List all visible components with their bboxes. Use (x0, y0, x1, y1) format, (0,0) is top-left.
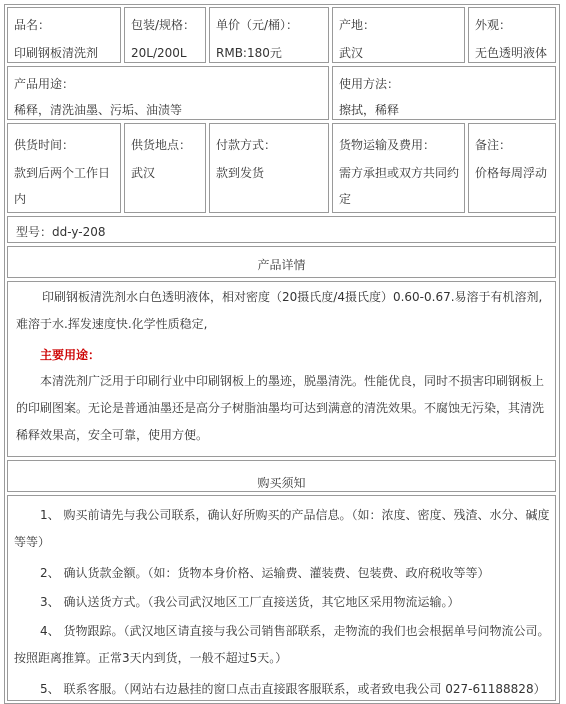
model-text: 型号：dd-y-208 (16, 225, 106, 239)
spec-label: 使用方法： (339, 77, 400, 91)
spec-value: 价格每周浮动 (475, 166, 548, 180)
spec-label: 备注： (475, 138, 512, 152)
spec-cell-package (124, 7, 206, 63)
spec-value: RMB:180元 (216, 46, 282, 60)
spec-cell-name (7, 7, 121, 63)
details-title: 产品详情 (257, 258, 306, 272)
spec-cell-remark (468, 123, 556, 213)
spec-cell-supply-place (124, 123, 206, 213)
details-header (7, 246, 556, 278)
details-paragraph: 印刷钢板清洗剂水白色透明液体，相对密度（20摄氏度/4摄氏度）0.60-0.67.易溶于有机溶剂,难溶于水.挥发速度快.化学性质稳定, (16, 290, 543, 331)
spec-value: 20L/200L (131, 46, 187, 60)
spec-value: 擦拭，稀释 (339, 103, 400, 117)
spec-cell-price (209, 7, 329, 63)
notice-item: 4、 货物跟踪。（武汉地区请直接与我公司销售部联系，走物流的我们也会根据单号问物流公司。按照距离推算。正常3天内到货，一般不超过5天。） (14, 624, 550, 665)
spec-label: 产品用途： (14, 77, 75, 91)
spec-label: 产地： (339, 18, 376, 32)
spec-label: 品名： (14, 18, 51, 32)
spec-cell-payment (209, 123, 329, 213)
model-row (7, 216, 556, 243)
spec-value: 款到后两个工作日内 (14, 166, 111, 206)
spec-label: 包装/规格： (131, 18, 196, 32)
spec-cell-supply-time (7, 123, 121, 213)
spec-value: 印刷钢板清洗剂 (14, 46, 99, 60)
notice-item: 2、 确认货款金额。（如：货物本身价格、运输费、灌装费、包装费、政府税收等等） (40, 566, 490, 580)
notice-title: 购买须知 (257, 476, 306, 490)
notice-body (7, 495, 556, 701)
notice-header (7, 460, 556, 492)
spec-value: 武汉 (339, 46, 364, 60)
spec-label: 供货时间： (14, 138, 75, 152)
spec-cell-method (332, 66, 556, 120)
notice-item: 1、 购买前请先与我公司联系，确认好所购买的产品信息。（如：浓度、密度、残渣、水分、碱度等等） (14, 508, 550, 549)
spec-cell-usage (7, 66, 329, 120)
spec-value: 武汉 (131, 166, 156, 180)
spec-label: 付款方式： (216, 138, 277, 152)
spec-cell-origin (332, 7, 465, 63)
spec-value: 无色透明液体 (475, 46, 548, 60)
main-use-paragraph: 本清洗剂广泛用于印刷行业中印刷钢板上的墨迹，脱墨清洗。性能优良，同时不损害印刷钢板上的印刷图案。无论是普通油墨还是高分子树脂油墨均可达到满意的清洗效果。不腐蚀无污染，其清洗稀释效果高，安全可靠，使用方便。 (16, 374, 545, 442)
notice-item: 5、 联系客服。（网站右边悬挂的窗口点击直接跟客服联系，或者致电我公司 027-61188828） (40, 682, 546, 696)
notice-item: 3、 确认送货方式。（我公司武汉地区工厂直接送货，其它地区采用物流运输。） (40, 595, 460, 609)
details-body (7, 281, 556, 457)
spec-value: 需方承担或双方共同约定 (339, 166, 460, 206)
spec-cell-shipping (332, 123, 465, 213)
main-use-label: 主要用途： (40, 348, 101, 362)
spec-label: 供货地点： (131, 138, 192, 152)
spec-cell-appearance (468, 7, 556, 63)
spec-value: 稀释，清洗油墨、污垢、油渍等 (14, 103, 183, 117)
spec-label: 货物运输及费用： (339, 138, 436, 152)
spec-label: 外观： (475, 18, 512, 32)
spec-value: 款到发货 (216, 166, 265, 180)
spec-label: 单价（元/桶）： (216, 18, 299, 32)
